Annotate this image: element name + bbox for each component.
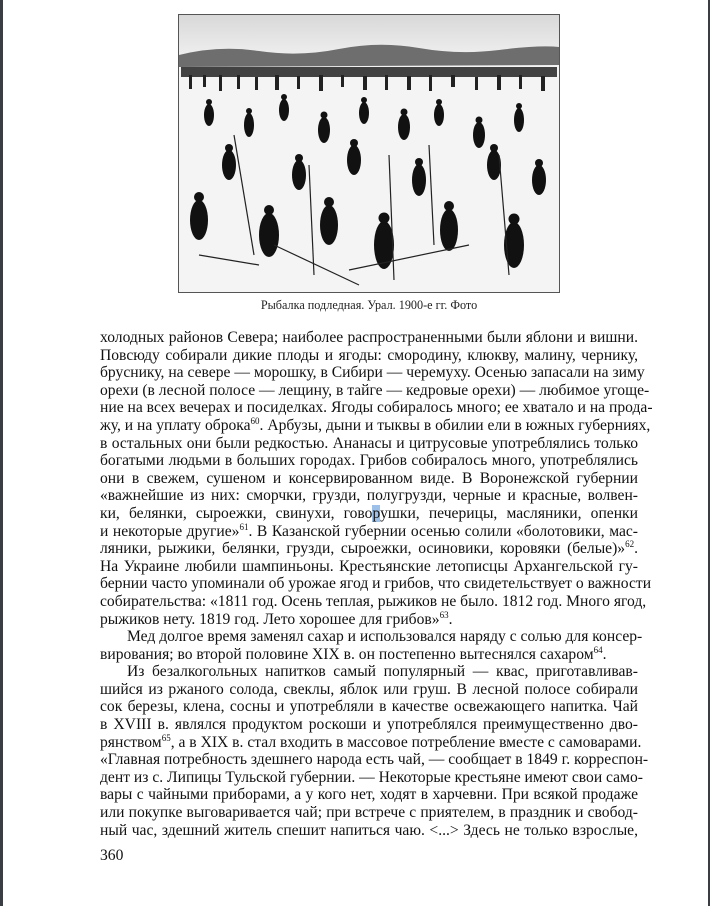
line-text: . В Казанской губернии осенью солили «болотовики, мас- [248, 522, 638, 540]
line-text: . [602, 645, 607, 663]
text-line [100, 329, 638, 347]
text-line [100, 698, 638, 716]
footnote-ref: 64 [593, 644, 603, 655]
line-text: . [448, 610, 453, 628]
line-text: , а в XIX в. стал входить в массовое потребление вместе с самоварами. [170, 733, 642, 751]
text-line [100, 751, 649, 769]
text-line [100, 592, 647, 611]
line-text: рыжиков нету. 1819 год. Лето хорошее для грибов» [100, 610, 440, 628]
text-line [100, 611, 638, 629]
text-line [100, 452, 638, 470]
line-text: . [634, 540, 638, 558]
figure-photo [178, 14, 560, 293]
line-text: бруснику, на севере — морошку, в Сибири — черемуху. Осенью запасали на зиму [100, 364, 645, 382]
line-text: вары с чайными приборами, а у кого нет, ходят в харчевни. При всякой продаже [100, 786, 638, 804]
text-line [100, 399, 653, 417]
line-text: собирательства: «1811 год. Осень теплая, рыжиков не было. 1812 год. Много ягод, [100, 592, 647, 610]
text-line [100, 364, 645, 382]
line-text: ляники, рыжики, белянки, грузди, сыроежки, осиновики, коровяки (белые)» [100, 540, 626, 558]
footnote-ref: 65 [161, 732, 171, 743]
footnote-ref: 63 [439, 609, 449, 620]
text-line [100, 435, 638, 453]
text-line [100, 628, 643, 646]
text-line [100, 558, 638, 576]
line-text: ние на всех вечерах и посиделках. Ягоды собиралось много; ее хватало и на прода- [100, 399, 653, 417]
text-line [100, 822, 638, 840]
text-line [100, 663, 638, 681]
line-text: вирования; во второй половине XIX в. он постепенно вытеснялся сахаром [100, 645, 594, 663]
text-line [100, 646, 638, 664]
line-text: Мед долгое время заменял сахар и использовался наряду с солью для консер- [127, 628, 643, 646]
line-text: ушки, печерицы, масляники, опенки [380, 504, 638, 522]
line-text: в остальных они были редкостью. Ананасы и цитрусовые употреблялись только [100, 434, 638, 452]
line-text: рянством [100, 733, 162, 751]
line-text: бернии часто упоминали об урожае ягод и грибов, что свидетельствует о важности [100, 575, 652, 593]
body-text [100, 329, 653, 839]
line-text: холодных районов Севера; наиболее распространенными были яблони и вишни. [100, 329, 638, 346]
line-text: ный час, здешний житель спешит напиться чаю. <...> Здесь не только взрослые, [100, 821, 638, 839]
text-line [100, 786, 638, 804]
text-line [100, 505, 638, 523]
line-text: орехи (в лесной полосе — лещину, в тайге — кедровые орехи) — любимое угоще- [100, 381, 650, 399]
text-line [100, 523, 638, 541]
text-line [100, 381, 650, 400]
footnote-ref: 62 [625, 539, 635, 550]
line-text: они в свежем, сушеном и консервированном виде. В Воронежской губернии [100, 469, 638, 487]
text-line [100, 470, 638, 488]
text-line [100, 804, 638, 822]
line-text: Из безалкогольных напитков самый популярный — квас, приготавливав- [127, 663, 638, 681]
line-text: шийся из ржаного солода, свеклы, яблок или груш. В лесной полосе собирали [100, 680, 638, 698]
text-line [100, 540, 638, 558]
line-text: «важнейшие из них: сморчки, грузди, полугрузди, черные и красные, волвен- [100, 487, 638, 505]
text-line [100, 768, 643, 787]
line-text: жу, и на уплату оброка [100, 416, 251, 434]
text-line [100, 575, 652, 593]
line-text: дент из с. Липицы Тульской губернии. — Некоторые крестьяне имеют свои само- [100, 768, 643, 786]
line-text: ки, белянки, сыроежки, свинухи, гово [100, 504, 373, 522]
viewer-left-edge [0, 0, 3, 906]
footnote-ref: 61 [239, 521, 249, 532]
figure-caption: Рыбалка подледная. Урал. 1900-е гг. Фото [260, 298, 478, 312]
line-text: и некоторые другие» [100, 522, 240, 540]
page-number: 360 [100, 847, 124, 864]
text-line [100, 347, 638, 365]
line-text: На Украине любили шампиньоны. Крестьянские летописцы Архангельской гу- [100, 557, 638, 575]
text-line [100, 716, 638, 734]
line-text: «Главная потребность здешнего народа есть чай, — сообщает в 1849 г. корреспон- [100, 751, 649, 769]
line-text: богатыми людьми в больших городах. Грибов собиралось много, употреблялись [100, 452, 638, 470]
line-text: сок березы, клена, сосны и употребляли в качестве освежающего напитка. Чай [100, 698, 638, 716]
text-selection-highlight[interactable]: р [372, 504, 381, 522]
text-line [100, 415, 651, 435]
line-text: в XVIII в. являлся продуктом роскоши и употреблялся преимущественно дво- [100, 716, 638, 734]
text-line [100, 487, 638, 505]
text-line [100, 681, 638, 699]
footnote-ref: 60 [250, 415, 260, 426]
line-text: или покупке выговаривается чай; при встрече с приятелем, в праздник и свобод- [100, 804, 638, 822]
line-text: . Арбузы, дыни и тыквы в обилии ели в южных губерниях, [259, 416, 651, 434]
photo-illustration [179, 15, 559, 292]
line-text: Повсюду собирали дикие плоды и ягоды: смородину, клюкву, малину, чернику, [100, 346, 638, 364]
text-line [100, 732, 642, 752]
